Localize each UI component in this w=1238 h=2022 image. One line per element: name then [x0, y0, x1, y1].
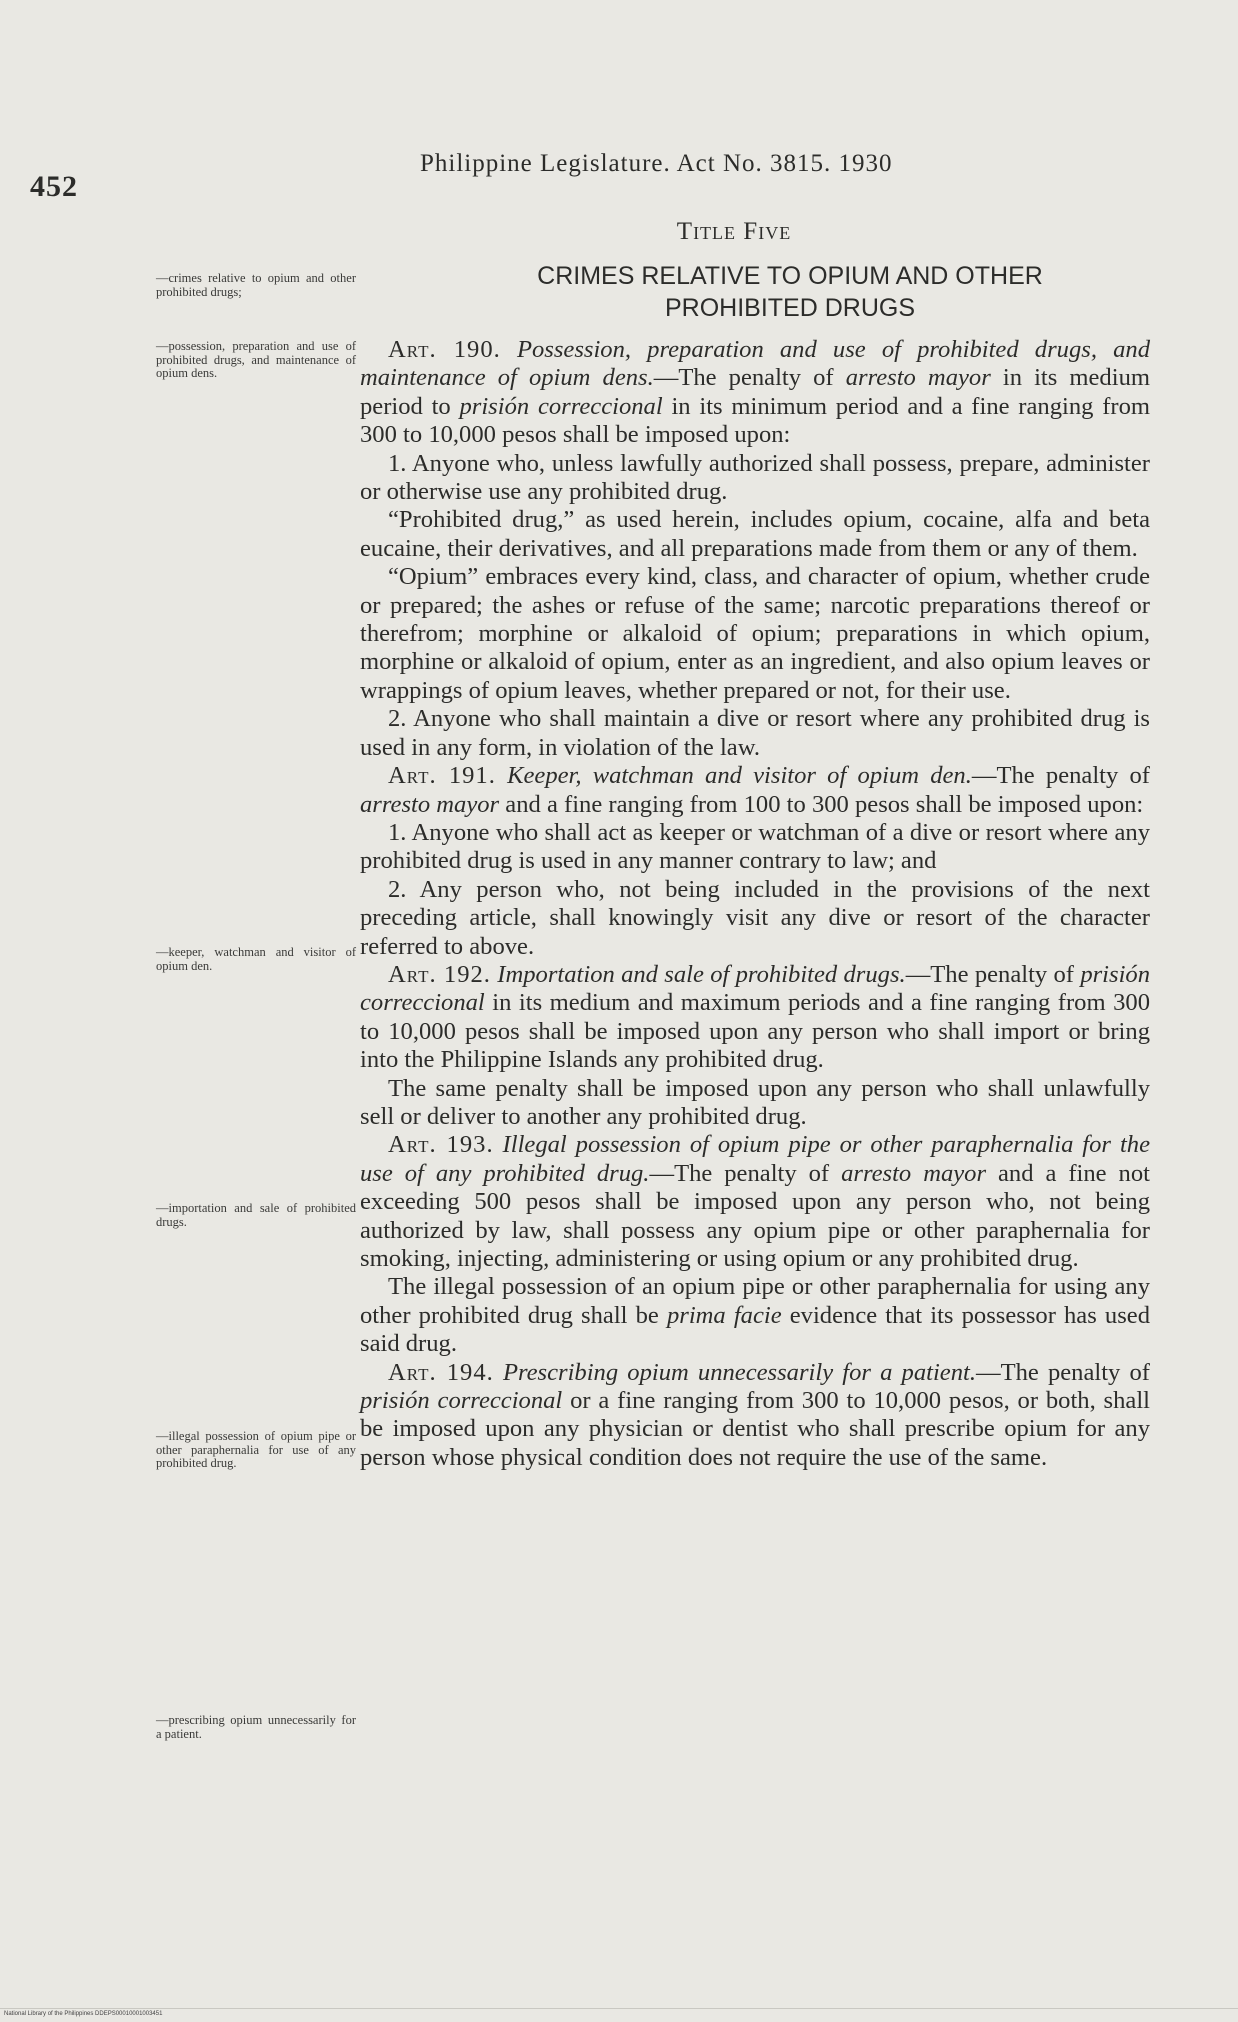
article-191: [360, 762, 1150, 819]
title-heading: [440, 260, 1140, 324]
article-193: [360, 1131, 1150, 1273]
margin-note-title: —crimes relative to opium and other prohibited drugs;: [156, 271, 356, 299]
margin-note-art-191: —keeper, watchman and visitor of opium den.: [156, 945, 356, 973]
title-heading-line-1: CRIMES RELATIVE TO OPIUM AND OTHER: [537, 262, 1043, 290]
footer-divider: [0, 2008, 1238, 2009]
penalty-term: arresto mayor: [845, 364, 991, 392]
legal-term: prima facie: [666, 1301, 782, 1329]
running-head: Philippine Legislature. Act No. 3815. 1930: [420, 150, 893, 177]
article-190-item-1: 1. Anyone who, unless lawfully authorized shall possess, prepare, administer or otherwise use any prohibited drug.: [360, 449, 1150, 506]
article-191-item-1: 1. Anyone who shall act as keeper or watchman of a dive or resort where any prohibited drug is used in any manner contrary to law; and: [360, 818, 1150, 875]
article-194: [360, 1359, 1150, 1473]
article-text: or a fine ranging from 300 to 10,000 pesos, or both, shall be imposed upon any physician or dentist who shall prescribe opium for any person whose physical condition does not require the use of the same.: [360, 1387, 1151, 1471]
article-text: in its minimum period and a fine ranging from 300 to 10,000 pesos shall be imposed upon:: [360, 392, 1150, 449]
margin-note-art-192: —importation and sale of prohibited drugs.: [156, 1201, 356, 1229]
statute-body: [360, 336, 1150, 1472]
article-label: Art. 192.: [388, 960, 491, 988]
margin-note-art-190: —possession, preparation and use of prohibited drugs, and maintenance of opium dens.: [156, 339, 356, 380]
definition-opium: “Opium” embraces every kind, class, and character of opium, whether crude or prepared; the ashes or refuse of the same; narcotic preparations thereof or therefrom; morphine or alkaloid of opium; preparations in which opium, morphine or alkaloid of opium, enter as an ingredient, and also opium leaves or wrappings of opium leaves, whether prepared or not, for their use.: [360, 563, 1150, 704]
margin-note-art-194: —prescribing opium unnecessarily for a patient.: [156, 1713, 356, 1741]
page-number: 452: [30, 170, 78, 203]
article-label: Art. 193.: [388, 1131, 494, 1159]
article-title: Possession, preparation and use of prohibited drugs, and maintenance of opium dens.: [360, 336, 1150, 392]
article-title: Prescribing opium unnecessarily for a patient.: [502, 1358, 976, 1386]
footer-credit: National Library of the Philippines DDEPS00010001003451: [4, 2011, 163, 2017]
article-text: in its medium period to: [360, 364, 1150, 420]
article-text: —The penalty of: [653, 364, 846, 392]
article-text: The illegal possession of an opium pipe or other paraphernalia for using any other prohibited drug shall be: [360, 1273, 1150, 1329]
article-190-item-2: 2. Anyone who shall maintain a dive or resort where any prohibited drug is used in any form, in violation of the law.: [360, 705, 1150, 761]
article-192: [360, 961, 1150, 1075]
article-192-paragraph-2: The same penalty shall be imposed upon any person who shall unlawfully sell or deliver to another any prohibited drug.: [360, 1074, 1150, 1130]
article-190: [360, 336, 1150, 450]
penalty-term: arresto mayor: [841, 1159, 987, 1187]
penalty-term: prisión correccional: [360, 960, 1151, 1017]
article-191-item-2: 2. Any person who, not being included in the provisions of the next preceding article, shall knowingly visit any dive or resort of the character referred to above.: [360, 875, 1150, 960]
penalty-term: prisión correccional: [360, 1387, 563, 1415]
title-heading-line-2: PROHIBITED DRUGS: [664, 294, 916, 322]
article-text: evidence that its possessor has used said drug.: [360, 1301, 1150, 1358]
article-193-paragraph-2: [360, 1273, 1150, 1358]
penalty-term: arresto mayor: [360, 790, 500, 818]
definition-prohibited-drug: “Prohibited drug,” as used herein, includes opium, cocaine, alfa and beta eucaine, their derivatives, and all preparations made from them or any of them.: [360, 506, 1150, 562]
article-title: Importation and sale of prohibited drugs.: [497, 960, 906, 988]
penalty-term: prisión correccional: [459, 392, 663, 420]
article-text: —The penalty of: [971, 762, 1150, 790]
article-label: Art. 190.: [388, 336, 501, 363]
article-label: Art. 194.: [388, 1358, 494, 1386]
article-text: —The penalty of: [976, 1358, 1150, 1386]
article-text: —The penalty of: [649, 1159, 842, 1187]
article-title: Keeper, watchman and visitor of opium den.: [507, 762, 972, 790]
article-title: Illegal possession of opium pipe or other paraphernalia for the use of any prohibited drug.: [360, 1131, 1150, 1187]
title-label: Title Five: [676, 218, 792, 245]
article-text: and a fine ranging from 100 to 300 pesos shall be imposed upon:: [499, 790, 1144, 818]
article-text: and a fine not exceeding 500 pesos shall be imposed upon any person who, not being authorized by law, shall possess any opium pipe or other paraphernalia for smoking, injecting, administering or using opium or any prohibited drug.: [360, 1159, 1150, 1272]
margin-note-art-193: —illegal possession of opium pipe or other paraphernalia for use of any prohibited drug.: [156, 1429, 356, 1470]
article-text: —The penalty of: [905, 960, 1081, 988]
article-label: Art. 191.: [388, 762, 496, 790]
article-text: in its medium and maximum periods and a fine ranging from 300 to 10,000 pesos shall be imposed upon any person who shall import or bring into the Philippine Islands any prohibited drug.: [360, 989, 1150, 1074]
